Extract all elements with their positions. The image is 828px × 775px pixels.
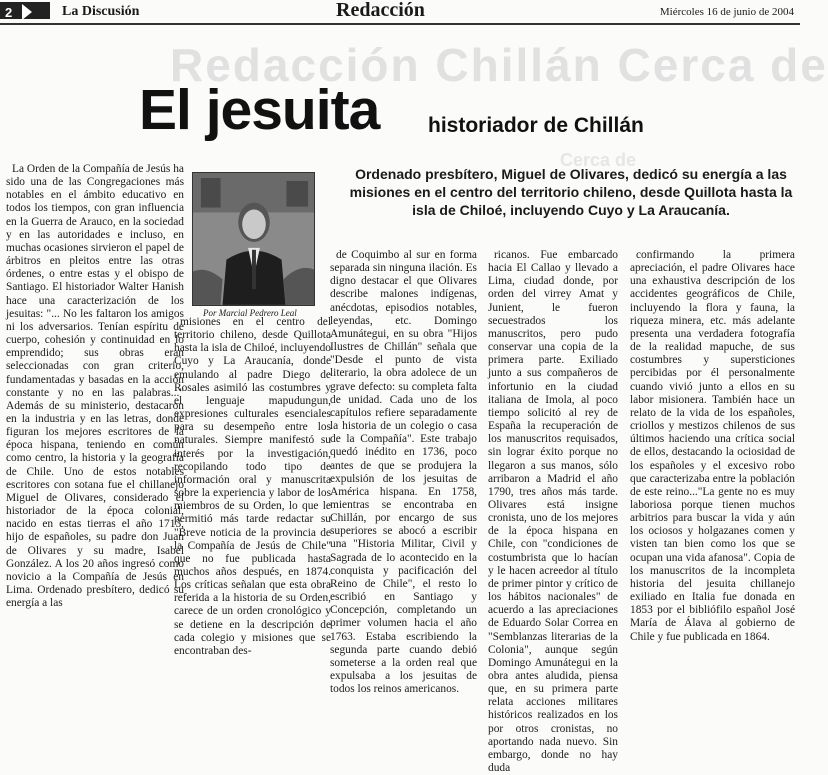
body-column-3: de Coquimbo al sur en forma separada sin ninguna ilación. Es digno destacar el que Olivares describe malones indígenas, anécdotas, episodios notables, leyendas, etc. Domingo Amunátegui, en su obra "Hijos Ilustres de Chillán" señala que "Desde el punto de vista literario, la obra adolece de un grave defecto: su completa falta de unidad. Cada uno de los capítulos refiere separadamente la historia de un colegio o casa de la Compañía". Este trabajo quedó inédito en 1736, poco antes de que se produjera la expulsión de los jesuitas de América hispana. En 1758, mientras se encontraba en Chillán, por encargo de sus superiores se abocó a escribir una "Historia Militar, Civil y Sagrada de lo acontecido en la conquista y pacificación del Reino de Chile", el resto lo escribió en Santiago y Concepción, completando un primer volumen hacia el año 1763. Estaba escribiendo la segunda parte cuando debió someterse a la orden real que expulsaba a los jesuitas de todos los reinos americanos. bbox=[330, 249, 477, 696]
headline: El jesuita bbox=[139, 78, 380, 142]
section-title: Redacción bbox=[336, 0, 425, 21]
body-column-2: misiones en el centro del territorio chileno, desde Quillota hasta la isla de Chiloé, incluyendo Cuyo y La Araucanía, donde emulando al padre Diego de Rosales asimiló las costumbres y el lenguaje mapudungun, expresiones culturales esenciales para su desempeño entre los naturales. Siempre manifestó su interés por la investigación, recopilando todo tipo de información oral y manuscrita sobre la experiencia y labor de los miembros de su Orden, lo que le permitió más tarde redactar su "Breve noticia de la provincia de la Compañía de Jesús de Chile" que no fue publicada hasta muchos años después, en 1874. Los críticas señalan que esta obra referida a la historia de su Orden, carece de un orden cronológico y se detiene en la descripción de cada colegio y misiones que se encontraban des- bbox=[174, 316, 331, 657]
body-column-5: confirmando la primera apreciación, el padre Olivares hace una exhaustiva descripción de los accidentes geográficos de Chile, incluyendo la flora y fauna, la riqueza minera, etc. más adelante presenta una verdadera fotografía de la realidad mapuche, de sus costumbres y supersticiones percibidas por él personalmente cuando vivió junto a ellos en su labor misionera. También hace un relato de la vida de los españoles, criollos y mestizos chilenos de sus últimos haciendo una crítica social de ellos, destacando la ociosidad de los españoles y el excesivo robo que caracterizaba entre la población de este reino..."La gente no es muy laboriosa porque tienen muchos arbitrios para buscar la vida y aún los ociosos y holgazanes comen y visten tan bien como los que se ocupan una vida afanosa". Copia de los manuscritos de la incompleta historia del jesuita chillanejo exiliado en Italia fue donada en 1853 por el bibliófilo español José María de Álava al gobierno de Chile y fue publicada en 1864. bbox=[630, 249, 795, 643]
background-ghost-text: Redacción Chillán Cerca de bbox=[170, 39, 828, 91]
body-column-1: La Orden de la Compañía de Jesús ha sido una de las Congregaciones más notables en el ámbito educativo en todos los tiempos, con gran influencia en la Guerra de Arauco, en la sociedad y en las autoridades e incluso, en muchas ocasiones sirvieron el papel de árbitros en pleitos entre las otras órdenes, o entre estas y el obispo de Santiago. El historiador Walter Hanish hace una caracterización de los jesuitas: "... No les faltaron los amigos ni los adversarios. Tenían espíritu de cuerpo, cohesión y continuidad en lo emprendido; sus obras eran seleccionadas con gran criterio, fundamentadas y basadas en la acción constante y no en las palabras..." Además de su ministerio, destacaron en la industria y en las letras, donde figuran los mejores escritores de la época hispana, teniendo en común como centro, la historia y la geografía de Chile. Uno de estos notables escritores con sotana fue el chillanejo Miguel de Olivares, considerado el historiador de la época colonial, nacido en estas tierras el año 1713, hijo de españoles, su padre don Juan de Olivares y su madre, Isabel González. A los 20 años ingresó como novicio a la Compañía de Jesús en Lima. Ordenado presbítero, dedicó su energía a las bbox=[6, 163, 184, 610]
headline-subtitle: historiador de Chillán bbox=[428, 114, 644, 137]
page-header bbox=[0, 0, 800, 24]
page-number: 2 bbox=[5, 5, 13, 20]
issue-date: Miércoles 16 de junio de 2004 bbox=[659, 6, 794, 18]
photo-caption: Por Marcial Pedrero Leal bbox=[203, 308, 297, 318]
page-number-bar bbox=[0, 2, 50, 19]
body-column-4: ricanos. Fue embarcado hacia El Callao y llevado a Lima, ciudad donde, por orden del virrey Amat y Junient, le fueron secuestrados los manuscritos, pero pudo conservar una copia de la primera parte. Exiliado junto a sus compañeros de infortunio en la ciudad italiana de Imola, al poco tiempo solicitó al rey de España la recuperación de los manuscritos requisados, sin lograr éxito porque no llegaron a sus manos, sólo arribaron a Madrid el año 1790, tres años más tarde. Olivares está insigne cronista, uno de los mejores de la época hispana en Chile, con "condiciones de costumbrista que lo hacían y le hacen acreedor al título de primer pintor y crítico de los hábitos nacionales" de acuerdo a las apreciaciones de Eduardo Solar Correa en "Semblanzas literarias de la Colonia", aunque según Domingo Amunátegui en la obra antes aludida, piensa que, en su primera parte relata acciones militares históricos realizados en los por otros cronistas, no aportando nada nuevo. Sin embargo, donde no hay duda bbox=[488, 249, 618, 775]
article-deck: Ordenado presbítero, Miguel de Olivares, dedicó su energía a las misiones en el centro del territorio chileno, desde Quillota hasta la isla de Chiloé, incluyendo Cuyo y La Araucanía. bbox=[349, 166, 793, 219]
publication-name: La Discusión bbox=[62, 4, 140, 19]
background-ghost-text-2: Cerca de bbox=[560, 150, 637, 170]
portrait-image bbox=[193, 173, 314, 305]
portrait-photo bbox=[192, 172, 315, 306]
arrow-icon bbox=[22, 4, 32, 20]
header-rule bbox=[0, 23, 800, 25]
